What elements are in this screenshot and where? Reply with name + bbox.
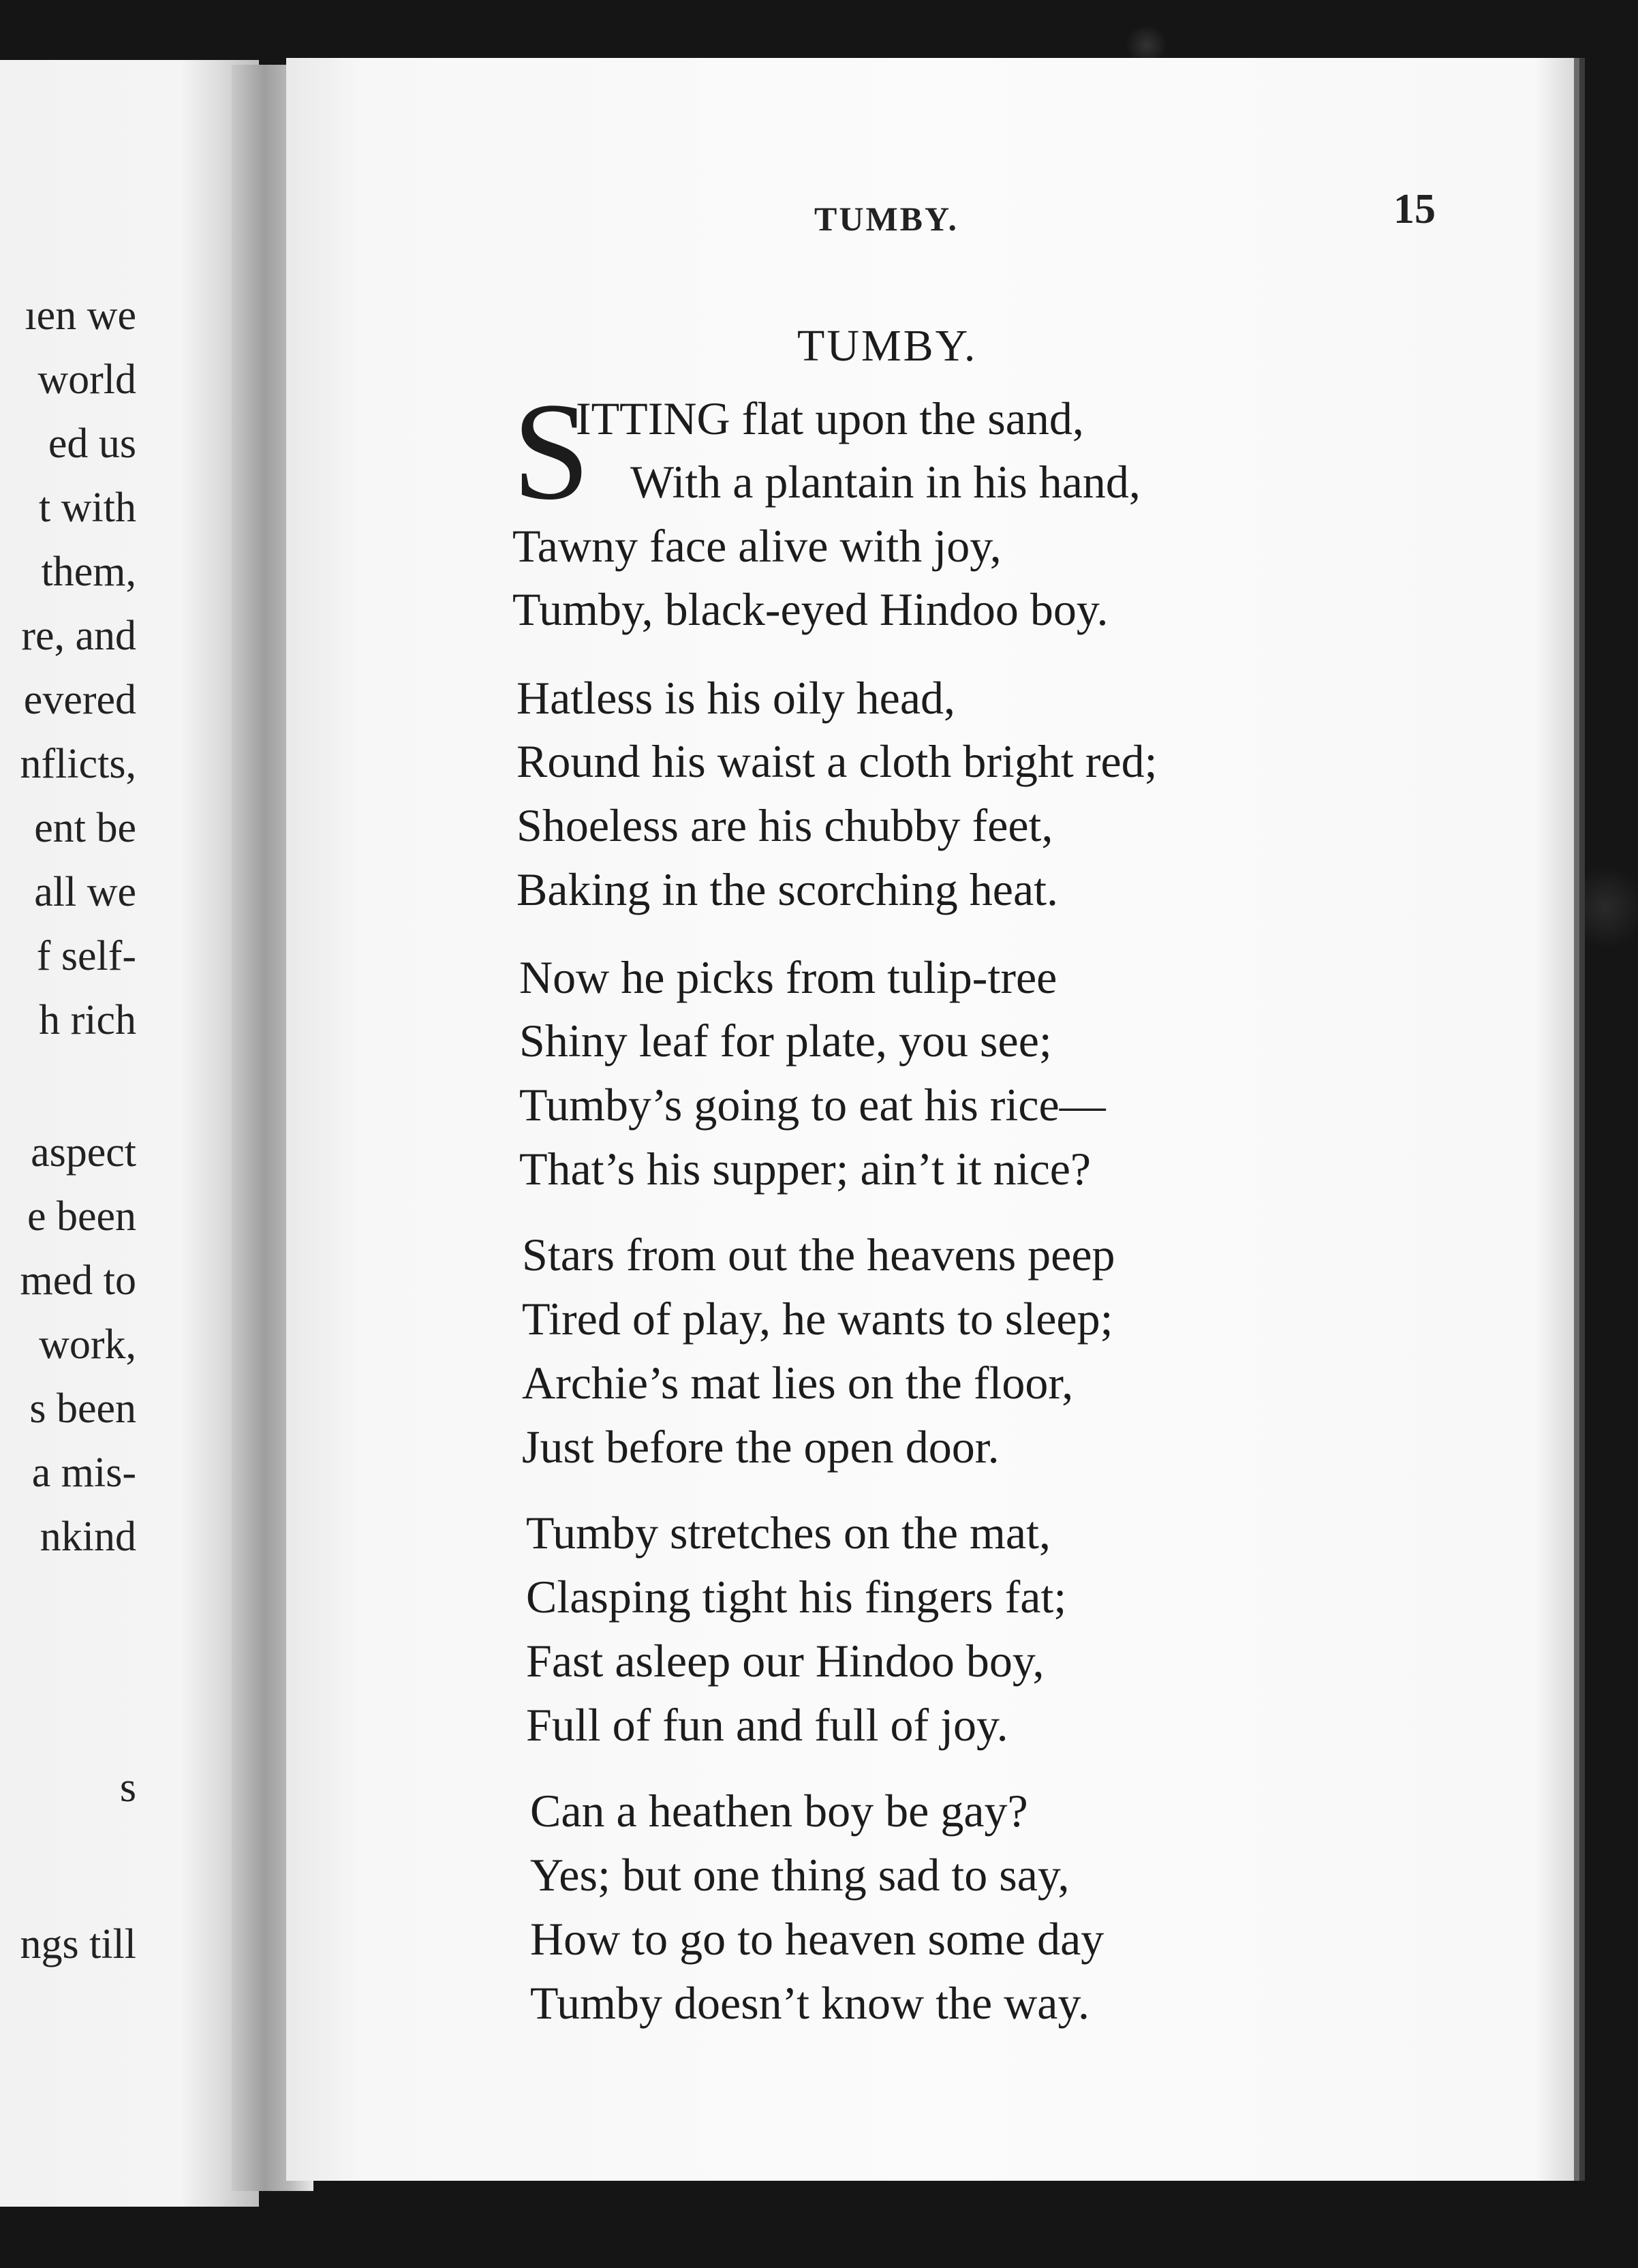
poem-line: Baking in the scorching heat.: [516, 863, 1059, 915]
left-page-line: work,: [39, 1321, 136, 1368]
poem-line: Hatless is his oily head,: [516, 672, 956, 724]
left-page-line: s: [119, 1764, 136, 1811]
left-page: [0, 60, 259, 2207]
poem-line: Stars from out the heavens peep: [522, 1229, 1115, 1281]
poem-line: Round his waist a cloth bright red;: [516, 735, 1158, 787]
poem-line: Shiny leaf for plate, you see;: [519, 1015, 1052, 1067]
poem-line: Clasping tight his fingers fat;: [526, 1571, 1067, 1623]
poem-line: Fast asleep our Hindoo boy,: [526, 1635, 1045, 1687]
running-head: TUMBY.: [814, 200, 959, 238]
left-page-line: a mis-: [31, 1450, 136, 1496]
left-page-line: f self-: [36, 933, 136, 979]
poem-line: Archie’s mat lies on the floor,: [522, 1357, 1074, 1409]
poem-line: Tumby doesn’t know the way.: [530, 1977, 1090, 2029]
left-page-line: evered: [23, 677, 136, 723]
poem-line: Tumby stretches on the mat,: [526, 1507, 1051, 1559]
left-page-line: med to: [20, 1257, 136, 1304]
left-page-line: e been: [27, 1193, 136, 1240]
poem-line: Yes; but one thing sad to say,: [530, 1849, 1070, 1901]
left-page-line: nkind: [40, 1514, 136, 1560]
poem-line: Tumby, black-eyed Hindoo boy.: [512, 583, 1109, 635]
poem-line: Shoeless are his chubby feet,: [516, 799, 1053, 851]
left-page-line: them,: [41, 549, 136, 595]
left-page-line: all we: [34, 869, 136, 915]
left-page-line: ed us: [48, 420, 136, 467]
poem-line: Tumby’s going to eat his rice—: [519, 1079, 1106, 1131]
poem-line: ITTING flat upon the sand,: [576, 393, 1084, 444]
poem-line: Just before the open door.: [522, 1421, 1000, 1473]
poem-line: How to go to heaven some day: [530, 1913, 1104, 1965]
poem-line: Full of fun and full of joy.: [526, 1699, 1008, 1751]
left-page-line: ıen we: [25, 292, 136, 339]
poem-line: Tired of play, he wants to sleep;: [522, 1293, 1113, 1345]
left-page-line: t with: [39, 485, 136, 531]
left-page-line: world: [37, 356, 136, 403]
poem-line: That’s his supper; ain’t it nice?: [519, 1143, 1092, 1195]
page-number: 15: [1393, 186, 1436, 232]
left-page-line: nflicts,: [20, 741, 136, 787]
poem-line: With a plantain in his hand,: [630, 456, 1141, 508]
left-page-line: ngs till: [20, 1921, 136, 1967]
poem-line: Can a heathen boy be gay?: [530, 1785, 1028, 1837]
left-page-line: s been: [29, 1385, 136, 1432]
left-page-line: aspect: [31, 1129, 136, 1176]
poem-line: Tawny face alive with joy,: [512, 520, 1002, 572]
poem-line: Now he picks from tulip-tree: [519, 951, 1057, 1003]
poem-title: TUMBY.: [797, 321, 978, 371]
left-page-line: re, and: [21, 613, 136, 659]
left-page-line: ent be: [34, 805, 136, 851]
left-page-line: h rich: [39, 997, 136, 1043]
drop-cap: S: [512, 374, 591, 529]
